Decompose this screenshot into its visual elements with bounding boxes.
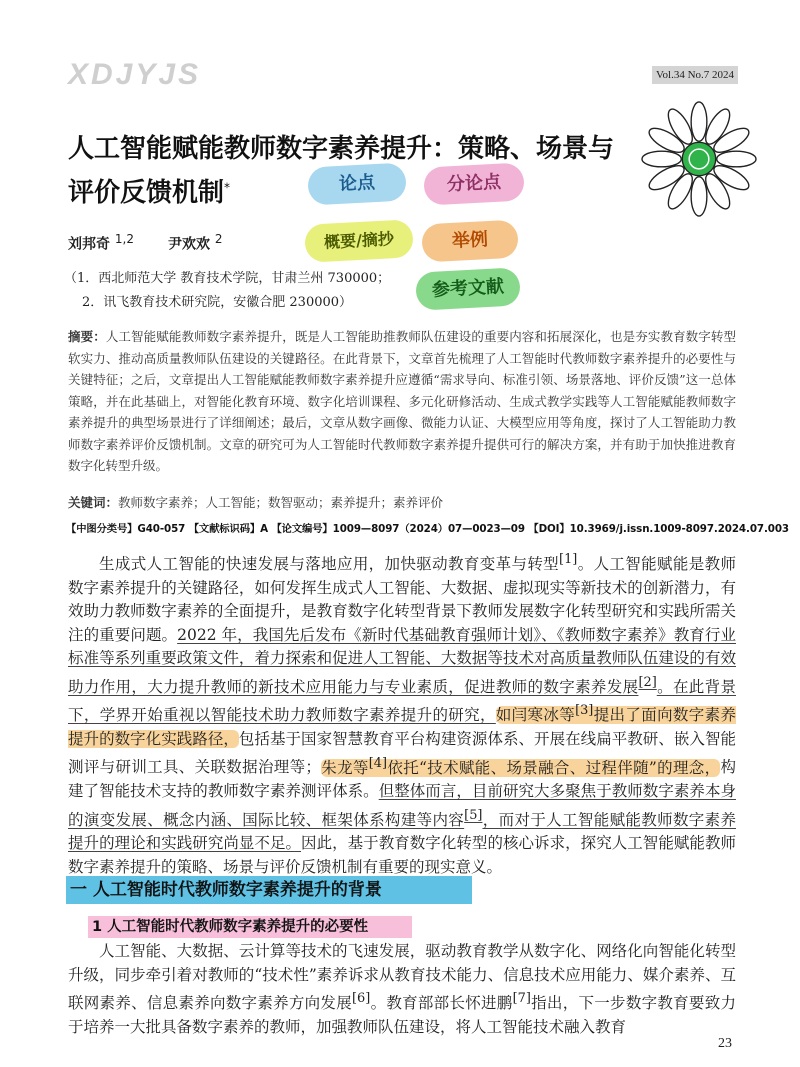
article-title-line-1: 人工智能赋能教师数字素养提升：策略、场景与 bbox=[68, 134, 615, 164]
abstract bbox=[68, 326, 736, 477]
sticker-example: 举例 bbox=[421, 220, 519, 263]
sticker-references: 参考文献 bbox=[415, 267, 521, 310]
subsection-heading: 1 人工智能时代教师数字素养提升的必要性 bbox=[88, 916, 412, 938]
sticker-thesis: 论点 bbox=[307, 162, 407, 205]
author-affiliation-sup: 1,2 bbox=[114, 232, 134, 246]
section-heading: 一 人工智能时代教师数字素养提升的背景 bbox=[66, 876, 472, 904]
affiliation-2: 2．讯飞教育技术研究院，安徽合肥 230000） bbox=[82, 295, 353, 310]
daisy-flower-icon bbox=[640, 100, 758, 218]
body-paragraph bbox=[68, 940, 736, 1039]
classification-line: 【中图分类号】G40-057 【文献标识码】A 【论文编号】1009—8097（2024）07—0023—09 【DOI】10.3969/j.issn.1009-8097.2024.07.003 bbox=[66, 523, 789, 535]
text-run: 依托“技术赋能、场景融合、过程伴随”的理念， bbox=[387, 758, 721, 777]
highlight-run bbox=[320, 755, 721, 777]
volume-badge: Vol.34 No.7 2024 bbox=[652, 66, 738, 84]
author-name: 刘邦奇 bbox=[68, 236, 110, 253]
affiliation-1: （1．西北师范大学 教育技术学院，甘肃兰州 730000； bbox=[64, 271, 391, 286]
text-run: 生成式人工智能的快速发展与落地应用，加快驱动教育变革与转型 bbox=[99, 555, 560, 574]
underlined-run: 2022 年，我国先后发布《新时代基础教育强师计划》、《教师数字素养》教育行业标准等系列重要政策文件，着力探索和促进人工智能、大数据等技术对高质量教师队伍建设的有效助力作用，大力提升教师的新技术应用能力与专业素质，促进教师的数字素养发展 bbox=[68, 625, 736, 696]
article-title-line-2 bbox=[68, 172, 230, 209]
citation: [2] bbox=[638, 674, 657, 690]
citation: [6] bbox=[352, 991, 371, 1006]
author-2 bbox=[168, 232, 223, 254]
citation: [4] bbox=[368, 755, 388, 771]
citation: [1] bbox=[559, 552, 578, 567]
text-run: 人工智能、大数据、云计算等技术的飞速发展，驱动教育教学从数字化、网络化向智能化转型升级，同步牵引着对教师的“技术性”素养诉求从教育技术能力、信息技术应用能力、媒介素养、互联网素养、信息素养向数字素养方向发展 bbox=[68, 942, 736, 1013]
keywords bbox=[68, 493, 443, 511]
text-run: 。教育部部长怀进鹏 bbox=[370, 994, 513, 1013]
abstract-text: 人工智能赋能教师数字素养提升，既是人工智能助推教师队伍建设的重要内容和拓展深化，也是夯实教育数字转型软实力、推动高质量教师队伍建设的关键路径。在此背景下，文章首先梳理了人工智能时代教师数字素养提升的必要性与关键特征；之后，文章提出人工智能赋能教师数字素养提升应遵循“需求导向、标准引领、场景落地、评价反馈”这一总体策略，并在此基础上，对智能化教育环境、数字化培训课程、多元化研修活动、生成式教学实践等人工智能赋能教师数字素养提升的典型场景进行了详细阐述；最后，文章从数字画像、微能力认证、大模型应用等角度，探讨了人工智能助力教师数字素养评价反馈机制。文章的研究可为人工智能时代教师数字素养提升提供可行的解决方案，并有助于加快推进教育数字化转型升级。 bbox=[68, 329, 736, 473]
underlined-run: ，而对于人工智能赋能教师数字素养提升的理论和实践研究尚显不足。 bbox=[68, 810, 736, 853]
page-number: 23 bbox=[718, 1036, 732, 1051]
keywords-label: 关键词： bbox=[68, 495, 119, 510]
title-text: 评价反馈机制 bbox=[68, 178, 225, 208]
text-run: 提出了面向数字素养提升的数字化实践路径， bbox=[68, 706, 736, 748]
text-run: 指出，下一步数字教育要致力于培养一大批具备数字素养的教师，加强教师队伍建设，将人工智能技术融入教育 bbox=[68, 994, 736, 1036]
text-run: 朱龙等 bbox=[320, 758, 369, 777]
citation: [3] bbox=[575, 703, 594, 719]
citation: [5] bbox=[464, 807, 483, 823]
sticker-summary: 概要/摘抄 bbox=[304, 219, 414, 263]
text-run: 如闫寒冰等 bbox=[495, 706, 576, 725]
journal-logo: XDJYJS bbox=[68, 58, 202, 91]
sticker-sub-thesis: 分论点 bbox=[423, 162, 525, 205]
text-run: 构建了智能技术支持的教师数字素养测评体系。 bbox=[68, 758, 736, 801]
text-run: 因此，基于教育数字化转型的核心诉求，探究人工智能赋能教师数字素养提升的策略、场景与评价反馈机制有重要的现实意义。 bbox=[68, 834, 736, 876]
author-name: 尹欢欢 bbox=[168, 236, 210, 253]
intro-paragraph bbox=[68, 548, 736, 879]
text-run: 。人工智能赋能是教师数字素养提升的关键路径，如何发挥生成式人工智能、大数据、虚拟现实等新技术的创新潜力，有效助力教师数字素养的全面提升，是教育数字化转型背景下教师发展数字化转型研究和实践所需关注的重要问题。 bbox=[68, 555, 736, 644]
keywords-text: 教师数字素养；人工智能；数智驱动；素养提升；素养评价 bbox=[118, 495, 444, 510]
title-footnote-marker: * bbox=[224, 180, 231, 195]
author-1 bbox=[68, 232, 134, 254]
author-affiliation-sup: 2 bbox=[214, 232, 223, 246]
citation: [7] bbox=[512, 991, 531, 1006]
underlined-run: 。在此背景下，学界开始重视以智能技术助力教师数字素养提升的研究， bbox=[68, 677, 736, 725]
text-run: 包括基于国家智慧教育平台构建资源体系、开展在线扁平教研、嵌入智能测评与研训工具、关联数据治理等； bbox=[68, 729, 736, 777]
abstract-label: 摘要： bbox=[68, 329, 106, 344]
underlined-run: 但整体而言，目前研究大多聚焦于教师数字素养本身的演变发展、概念内涵、国际比较、框架体系构建等内容 bbox=[68, 782, 736, 829]
